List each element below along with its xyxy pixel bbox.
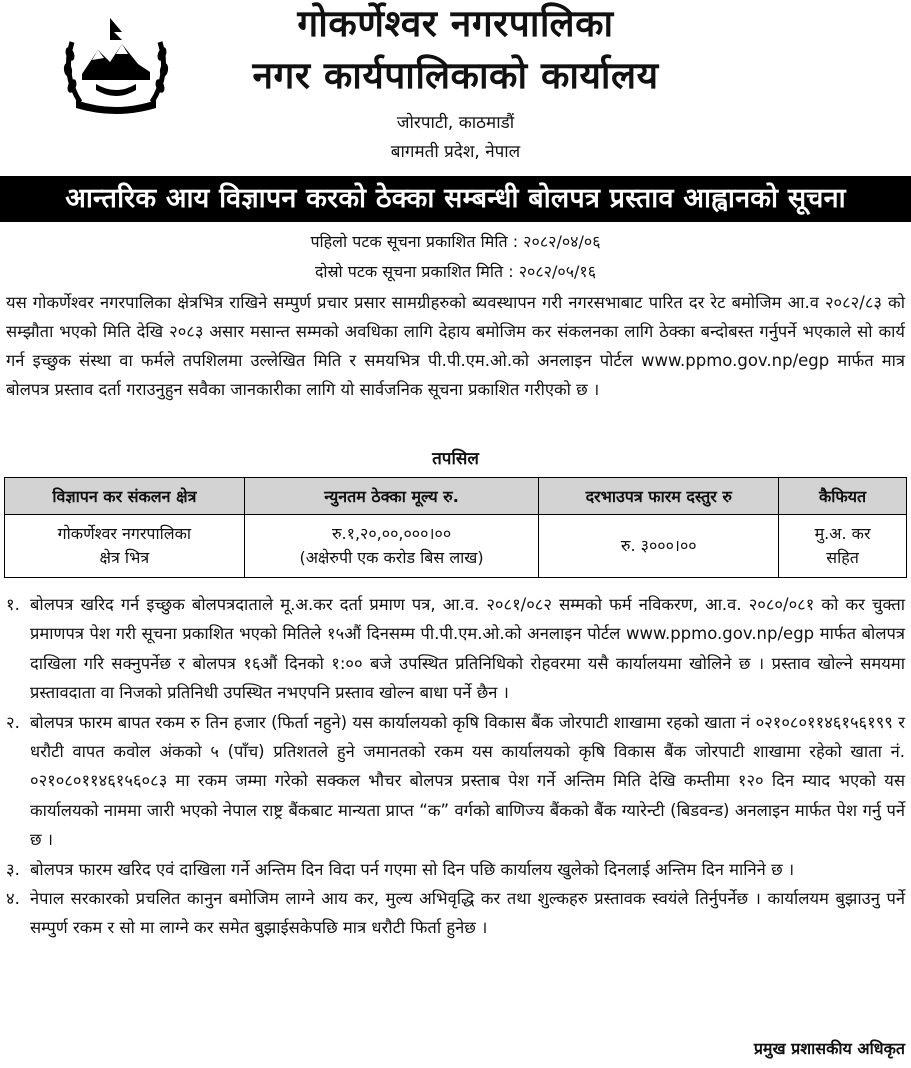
first-publication-date: पहिलो पटक सूचना प्रकाशित मिति : २०८२/०४/०६ xyxy=(310,232,601,251)
col-header-remarks: कैफियत xyxy=(779,478,907,515)
conditions-list xyxy=(6,590,905,943)
list-item xyxy=(6,708,905,855)
cell-remarks xyxy=(779,515,907,578)
details-heading: तपसिल xyxy=(432,449,479,469)
item-number: १. xyxy=(6,595,20,614)
notice-title-banner: आन्तरिक आय विज्ञापन करको ठेक्का सम्बन्धी बोलपत्र प्रस्ताव आह्वानको सूचना xyxy=(0,176,911,222)
address-province: बागमती प्रदेश, नेपाल xyxy=(390,142,521,162)
cell-form-fee: रु. ३०००।०० xyxy=(539,515,779,578)
col-header-area: विज्ञापन कर संकलन क्षेत्र xyxy=(5,478,245,515)
item-number: ४. xyxy=(6,889,20,909)
signatory-title: प्रमुख प्रशासकीय अधिकृत xyxy=(753,1039,905,1058)
remarks-line2: सहित xyxy=(826,548,859,567)
item-text: बोलपत्र फारम बापत रकम रु तिन हजार (फिर्ता नहुने) यस कार्यालयको कृषि विकास बैंक जोरपाटी शाखामा रहको खाता नं ०२१०८०११४६१५६१९९ र धरौटी वापत कवोल अंकको ५ (पाँच) प्रतिशतले हुने जमानतको रकम यस कार्यालयको कृषि विकास बैंक जोरपाटी शाखामा रहेको खाता नं. ०२१०८०११४६१५६०८३ मा रकम जम्मा गरेको सक्कल भौचर बोलपत्र प्रस्ताब पेश गर्ने अन्तिम मिति देखि कम्तीमा १२० दिन म्याद भएको यस कार्यालयको नाममा जारी भएको नेपाल राष्ट्र बैंकबाट मान्यता प्राप्त “क” वर्गको बाणिज्य बैंकको बैंक ग्यारेन्टी (बिडवन्ड) अनलाइन मार्फत पेश गर्नु पर्ने छ । xyxy=(30,712,905,850)
office-name: नगर कार्यपालिकाको कार्यालय xyxy=(252,54,659,97)
list-item xyxy=(6,884,905,943)
area-line1: गोकर्णेश्वर नगरपालिका xyxy=(57,524,192,543)
col-header-min-price: न्युनतम ठेक्का मूल्य रु. xyxy=(244,478,539,515)
table-row xyxy=(5,515,907,578)
remarks-line1: मु.अ. कर xyxy=(814,524,871,543)
item-number: २. xyxy=(6,712,20,732)
list-item xyxy=(6,855,905,884)
item-text: नेपाल सरकारको प्रचलित कानुन बमोजिम लाग्ने आय कर, मुल्य अभिवृद्धि कर तथा शुल्कहरु प्रस्तावक स्वयंले तिर्नुपर्नेछ । कार्यालयम बुझाउनु पर्ने सम्पुर्ण रकम र सो मा लाग्ने कर समेत बुझाईसकेपछि मात्र धरौटी फिर्ता हुनेछ । xyxy=(30,889,905,938)
municipality-name: गोकर्णेश्वर नगरपालिका xyxy=(297,2,614,45)
list-item xyxy=(6,590,905,708)
min-price-amount: रु.१,२०,००,०००।०० xyxy=(331,524,452,543)
table-header-row xyxy=(5,478,907,515)
cell-area xyxy=(5,515,245,578)
min-price-words: (अक्षेरुपी एक करोड बिस लाख) xyxy=(299,548,484,567)
cell-min-price xyxy=(244,515,539,578)
address-city: जोरपाटी, काठमाडौं xyxy=(396,113,515,133)
area-line2: क्षेत्र भित्र xyxy=(99,548,150,567)
second-publication-date: दोस्रो पटक सूचना प्रकाशित मिति : २०८२/०५/१६ xyxy=(314,262,597,281)
col-header-form-fee: दरभाउपत्र फारम दस्तुर रु xyxy=(539,478,779,515)
letterhead xyxy=(0,0,911,172)
item-text: बोलपत्र फारम खरिद एवं दाखिला गर्ने अन्तिम दिन विदा पर्न गएमा सो दिन पछि कार्यालय खुलेको दिनलाई अन्तिम दिन मानिने छ । xyxy=(30,859,795,879)
item-number: ३. xyxy=(6,859,20,879)
item-text: बोलपत्र खरिद गर्न इच्छुक बोलपत्रदाताले मू.अ.कर दर्ता प्रमाण पत्र, आ.व. २०८१/०८२ सम्मको फर्म नविकरण, आ.व. २०८०/०८१ को कर चुक्ता प्रमाणपत्र पेश गरी सूचना प्रकाशित भएको मितिले १५औं दिनसम्म पी.पी.एम.ओ.को अनलाइन पोर्टल www.ppmo.gov.np/egp मार्फत बोलपत्र दाखिला गरि सक्नुपर्नेछ र बोलपत्र १६औं दिनको १:०० बजे उपस्थित प्रतिनिधिको रोहवरमा यसै कार्यालयमा खोलिने छ । प्रस्ताव खोल्ने समयमा प्रस्तावदाता वा निजको प्रतिनिधी उपस्थित नभएपनि प्रस्ताव खोल्न बाधा पर्ने छैन । xyxy=(30,595,905,703)
tender-details-table xyxy=(4,477,907,578)
intro-paragraph: यस गोकर्णेश्वर नगरपालिका क्षेत्रभित्र राखिने सम्पुर्ण प्रचार प्रसार सामग्रीहरुको ब्यवस्थापन गरी नगरसभाबाट पारित दर रेट बमोजिम आ.व २०८२/८३ को सम्झौता भएको मिति देखि २०८३ असार मसान्त सम्मको अवधिका लागि देहाय बमोजिम कर संकलनका लागि ठेक्का बन्दोबस्त गर्नुपर्ने भएकाले सो कार्य गर्न इच्छुक संस्था वा फर्मले तपशिलमा उल्लेखित मिति र समयभित्र पी.पी.एम.ओ.को अनलाइन पोर्टल www.ppmo.gov.np/egp मार्फत मात्र बोलपत्र प्रस्ताव दर्ता गराउनुहुन सवैका जानकारीका लागि यो सार्वजनिक सूचना प्रकाशित गरीएको छ । xyxy=(6,293,905,399)
